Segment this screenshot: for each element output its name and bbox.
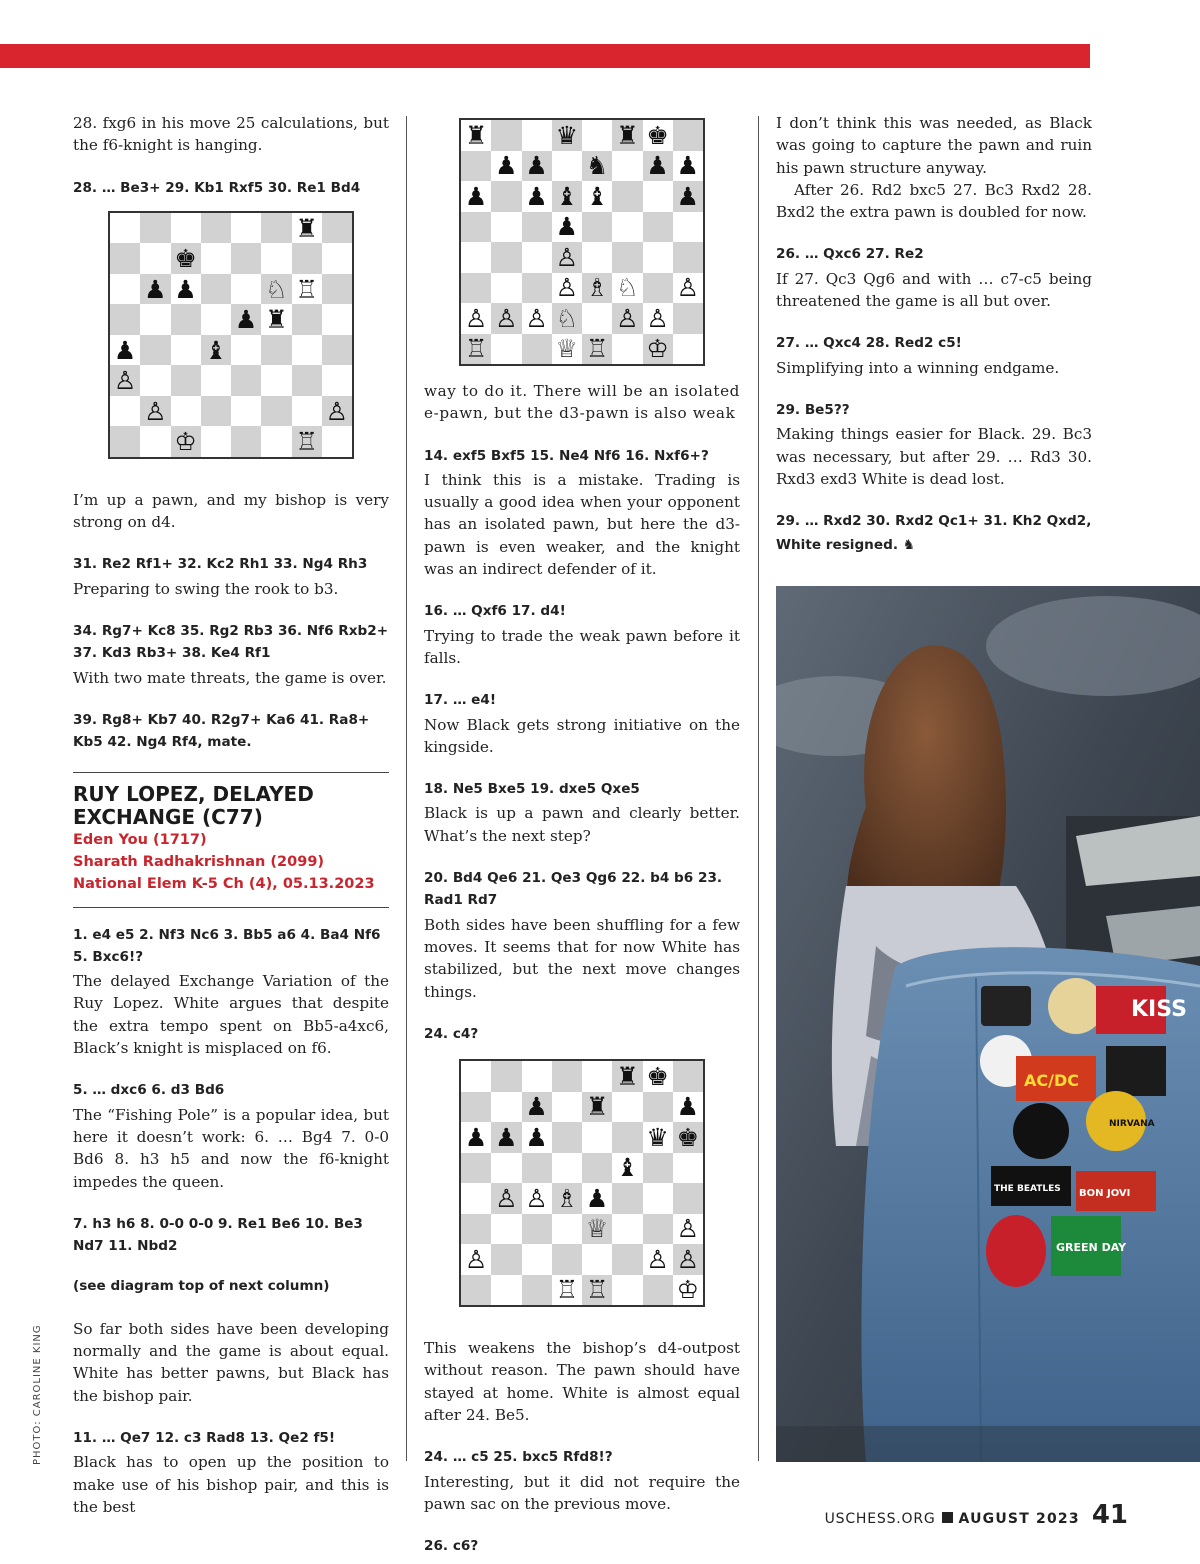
board-square [140,243,170,274]
column-2 [424,112,740,1560]
white-pawn-icon: ♙ [673,1214,703,1245]
board-square [612,1244,642,1275]
page-number: 41 [1091,1500,1128,1530]
board-square [552,1122,582,1153]
board-square [461,1275,491,1306]
annotation-text: 28. fxg6 in his move 25 calculations, but the f6-knight is hanging. [73,114,389,155]
board-square [261,426,291,457]
board-square [292,335,322,366]
black-king-icon: ♚ [171,243,201,274]
white-pawn-icon: ♙ [643,303,673,334]
board-square [110,274,140,305]
white-rook-icon: ♖ [292,274,322,305]
annotation-text: So far both sides have been developing normally and the game is about equal. White has better pawns, but Black has the bishop pair. [73,1319,389,1405]
move-text: 16. … Qxf6 17. d4! [424,603,566,620]
board-square [491,1244,521,1275]
board-square [582,1153,612,1184]
annotation-text: After 26. Rd2 bxc5 27. Bc3 Rxd2 28. Bxd2 the extra pawn is doubled for now. [776,180,1092,222]
board-square [673,1183,703,1214]
move-text: 7. h3 h6 8. 0-0 0-0 9. Re1 Be6 10. Be3 Nd7 11. Nbd2 [73,1215,363,1255]
board-square [643,242,673,273]
black-pawn-icon: ♟ [140,274,170,305]
white-pawn-icon: ♙ [491,303,521,334]
board-square [231,426,261,457]
board-square [110,396,140,427]
board-square [140,213,170,244]
game-title: RUY LOPEZ, DELAYED EXCHANGE (C77) [73,781,314,829]
white-pawn-icon: ♙ [552,273,582,304]
white-knight-icon: ♘ [261,274,291,305]
annotation-text: Now Black gets strong initiative on the kingside. [424,715,740,756]
black-queen-icon: ♛ [643,1122,673,1153]
board-square [673,242,703,273]
annotation-text: Black is up a pawn and clearly better. What’s the next step? [424,804,740,845]
white-king-icon: ♔ [171,426,201,457]
move-text: 24. … c5 25. bxc5 Rfd8!? [424,1449,613,1466]
black-pawn-icon: ♟ [582,1183,612,1214]
photo-credit: PHOTO: CAROLINE KING [32,1324,43,1465]
move-text: 29. Be5?? [776,401,850,418]
black-pawn-icon: ♟ [552,212,582,243]
column-3 [776,112,1092,559]
white-knight-icon: ♘ [552,303,582,334]
black-rook-icon: ♜ [261,304,291,335]
board-square [201,243,231,274]
board-square [582,120,612,151]
board-square [461,273,491,304]
board-square [110,213,140,244]
move-text: 31. Re2 Rf1+ 32. Kc2 Rh1 33. Ng4 Rh3 [73,556,368,573]
board-square [171,213,201,244]
board-square [491,1153,521,1184]
annotation-text: The “Fishing Pole” is a popular idea, but here it doesn’t work: 6. … Bg4 7. 0-0 Bd6 8. h3 h5 and now the f6-knight impedes the queen. [73,1105,389,1191]
board-square [612,1092,642,1123]
board-square [261,396,291,427]
black-pawn-icon: ♟ [522,181,552,212]
board-square [643,1275,673,1306]
black-queen-icon: ♛ [552,120,582,151]
resign-text: White resigned. [776,537,898,554]
board-square [673,1153,703,1184]
board-square [292,243,322,274]
board-square [231,243,261,274]
black-bishop-icon: ♝ [201,335,231,366]
black-pawn-icon: ♟ [231,304,261,335]
board-square [461,1214,491,1245]
board-square [491,1214,521,1245]
board-square [552,1061,582,1092]
board-square [292,365,322,396]
annotation-text: I’m up a pawn, and my bishop is very strong on d4. [73,490,389,532]
white-rook-icon: ♖ [292,426,322,457]
white-bishop-icon: ♗ [552,1183,582,1214]
board-square [261,335,291,366]
board-square [612,1275,642,1306]
board-square [673,120,703,151]
board-square [110,243,140,274]
board-square [582,1122,612,1153]
board-square [461,212,491,243]
white-rook-icon: ♖ [582,1275,612,1306]
patch-beatles: THE BEATLES [994,1184,1061,1194]
white-pawn-icon: ♙ [552,242,582,273]
board-square [461,151,491,182]
board-square [643,181,673,212]
white-player: Eden You (1717) [73,831,207,848]
black-pawn-icon: ♟ [673,181,703,212]
board-square [582,303,612,334]
board-square [491,273,521,304]
board-square [522,120,552,151]
white-knight-icon: ♘ [612,273,642,304]
black-pawn-icon: ♟ [673,1092,703,1123]
board-square [171,304,201,335]
black-bishop-icon: ♝ [612,1153,642,1184]
diagram-reference: (see diagram top of next column) [73,1278,330,1295]
white-rook-icon: ♖ [552,1275,582,1306]
section-divider [73,907,389,908]
board-square [201,426,231,457]
board-square [171,365,201,396]
board-square [612,1214,642,1245]
knight-emblem-icon: ♞ [902,537,915,554]
board-square [322,274,352,305]
column-1 [73,112,389,1538]
black-pawn-icon: ♟ [461,181,491,212]
board-square [201,304,231,335]
black-pawn-icon: ♟ [491,1122,521,1153]
black-rook-icon: ♜ [612,1061,642,1092]
annotation-text: With two mate threats, the game is over. [73,668,387,687]
annotation-text: The delayed Exchange Variation of the Ruy Lopez. White argues that despite the extra tempo spent on Bb5-a4xc6, Black’s knight is misplaced on f6. [73,972,389,1058]
white-pawn-icon: ♙ [643,1244,673,1275]
board-square [231,213,261,244]
board-square [491,242,521,273]
black-player: Sharath Radhakrishnan (2099) [73,853,325,870]
move-text: 20. Bd4 Qe6 21. Qe3 Qg6 22. b4 b6 23. Rad1 Rd7 [424,870,723,909]
white-pawn-icon: ♙ [461,1244,491,1275]
board-square [292,396,322,427]
board-square [171,396,201,427]
black-king-icon: ♚ [643,120,673,151]
board-square [582,1061,612,1092]
black-rook-icon: ♜ [612,120,642,151]
annotation-text: Making things easier for Black. 29. Bc3 was necessary, but after 29. … Rd3 30. Rxd3 exd3 White is dead lost. [776,425,1092,488]
annotation-text: Simplifying into a winning endgame. [776,358,1060,377]
board-square [140,426,170,457]
annotation-text: Interesting, but it did not require the pawn sac on the previous move. [424,1472,740,1513]
black-rook-icon: ♜ [461,120,491,151]
page-footer [825,1500,1128,1530]
board-square [261,243,291,274]
column-rule-2 [758,116,759,1461]
board-square [110,426,140,457]
white-pawn-icon: ♙ [673,1244,703,1275]
board-square [201,274,231,305]
board-square [643,1153,673,1184]
move-text: 28. … Be3+ 29. Kb1 Rxf5 30. Re1 Bd4 [73,179,361,196]
white-rook-icon: ♖ [582,334,612,365]
move-text: 29. … Rxd2 30. Rxd2 Qc1+ 31. Kh2 Qxd2, [776,513,1092,530]
black-bishop-icon: ♝ [582,181,612,212]
board-square [552,1092,582,1123]
top-red-bar [0,44,1090,68]
board-square [461,1092,491,1123]
black-pawn-icon: ♟ [491,151,521,182]
board-square [322,213,352,244]
annotation-text: Black has to open up the position to make use of his bishop pair, and this is the best [73,1453,389,1516]
white-bishop-icon: ♗ [582,273,612,304]
board-square [552,1244,582,1275]
board-square [201,396,231,427]
board-square [292,304,322,335]
move-text: 26. c6? [424,1538,479,1555]
annotation-text: way to do it. There will be an isolated e-pawn, but the d3-pawn is also weak [424,382,740,423]
black-bishop-icon: ♝ [552,181,582,212]
black-pawn-icon: ♟ [522,1092,552,1123]
annotation-text: Preparing to swing the rook to b3. [73,579,339,598]
white-pawn-icon: ♙ [140,396,170,427]
board-square [643,1092,673,1123]
board-square [461,242,491,273]
black-knight-icon: ♞ [582,151,612,182]
white-pawn-icon: ♙ [522,303,552,334]
chess-diagram-1 [108,211,354,459]
move-text: 26. … Qxc6 27. Re2 [776,246,924,263]
column-rule-1 [406,116,407,1461]
board-square [171,335,201,366]
white-pawn-icon: ♙ [461,303,491,334]
annotation-text: This weakens the bishop’s d4-outpost without reason. The pawn should have stayed at home. White is almost equal after 24. Be5. [424,1339,740,1425]
white-pawn-icon: ♙ [110,365,140,396]
board-square [231,396,261,427]
board-square [522,1244,552,1275]
board-square [643,1214,673,1245]
patch-kiss: KISS [1131,997,1187,1022]
board-square [231,335,261,366]
patch-acdc: AC/DC [1024,1071,1079,1090]
black-pawn-icon: ♟ [171,274,201,305]
footer-site: USCHESS.ORG [824,1511,936,1527]
move-text: 1. e4 e5 2. Nf3 Nc6 3. Bb5 a6 4. Ba4 Nf6 5. Bxc6!? [73,926,381,965]
board-square [491,1092,521,1123]
board-square [140,365,170,396]
photo-illustration [776,586,1200,1462]
move-text: 5. … dxc6 6. d3 Bd6 [73,1082,225,1099]
white-pawn-icon: ♙ [322,396,352,427]
annotation-text: I think this is a mistake. Trading is usually a good idea when your opponent has an isolated pawn, but here the d3-pawn is even weaker, and the knight was an indirect defender of it. [424,470,740,579]
patch-bonjovi: BON JOVI [1079,1188,1131,1199]
black-pawn-icon: ♟ [522,1122,552,1153]
board-square [491,334,521,365]
board-square [552,151,582,182]
board-square [673,334,703,365]
board-square [491,1275,521,1306]
board-square [522,273,552,304]
annotation-text: Trying to trade the weak pawn before it falls. [424,626,740,667]
move-text: 18. Ne5 Bxe5 19. dxe5 Qxe5 [424,781,640,798]
chess-diagram-2 [459,118,705,366]
annotation-text: If 27. Qc3 Qg6 and with … c7-c5 being threatened the game is all but over. [776,269,1092,311]
board-square [261,365,291,396]
board-square [491,181,521,212]
move-text: 24. c4? [424,1025,479,1042]
board-square [552,1214,582,1245]
board-square [110,304,140,335]
white-rook-icon: ♖ [461,334,491,365]
board-square [522,1153,552,1184]
board-square [522,334,552,365]
board-square [461,1061,491,1092]
move-text: 34. Rg7+ Kc8 35. Rg2 Rb3 36. Nf6 Rxb2+ 37. Kd3 Rb3+ 38. Ke4 Rf1 [73,623,389,662]
board-square [461,1153,491,1184]
board-square [552,1153,582,1184]
board-square [491,212,521,243]
patch-nirvana: NIRVANA [1109,1119,1155,1129]
black-pawn-icon: ♟ [110,335,140,366]
white-pawn-icon: ♙ [612,303,642,334]
black-pawn-icon: ♟ [522,151,552,182]
board-square [673,212,703,243]
board-square [643,212,673,243]
board-square [491,120,521,151]
move-text: 17. … e4! [424,692,497,709]
white-queen-icon: ♕ [582,1214,612,1245]
board-square [612,334,642,365]
chess-diagram-3 [459,1059,705,1307]
board-square [643,273,673,304]
board-square [582,212,612,243]
board-square [322,304,352,335]
board-square [322,365,352,396]
board-square [322,335,352,366]
board-square [612,1122,642,1153]
section-divider [73,772,389,773]
footer-square-icon [942,1512,953,1523]
board-square [612,212,642,243]
board-square [673,1061,703,1092]
board-square [201,213,231,244]
board-square [522,1275,552,1306]
board-square [322,243,352,274]
move-text [776,534,1092,556]
board-square [231,274,261,305]
black-king-icon: ♚ [643,1061,673,1092]
board-square [140,304,170,335]
board-square [612,1183,642,1214]
board-square [261,213,291,244]
board-square [522,1214,552,1245]
board-square [491,1061,521,1092]
move-text: 39. Rg8+ Kb7 40. R2g7+ Ka6 41. Ra8+ Kb5 42. Ng4 Rf4, mate. [73,711,370,751]
board-square [231,365,261,396]
board-square [612,242,642,273]
board-square [140,335,170,366]
black-pawn-icon: ♟ [461,1122,491,1153]
board-square [673,303,703,334]
black-rook-icon: ♜ [292,213,322,244]
board-square [612,151,642,182]
move-text: 11. … Qe7 12. c3 Rad8 13. Qe2 f5! [73,1429,336,1446]
board-square [322,426,352,457]
move-text: 27. … Qxc4 28. Red2 c5! [776,335,962,352]
board-square [612,181,642,212]
photo-chess-player-denim-jacket [776,586,1200,1462]
board-square [201,365,231,396]
white-pawn-icon: ♙ [522,1183,552,1214]
event-info: National Elem K-5 Ch (4), 05.13.2023 [73,875,375,892]
annotation-text: Both sides have been shuffling for a few moves. It seems that for now White has stabilized, but the next move changes things. [424,915,740,1001]
move-text: 14. exf5 Bxf5 15. Ne4 Nf6 16. Nxf6+? [424,447,709,464]
annotation-text: I don’t think this was needed, as Black was going to capture the pawn and ruin his pawn structure anyway. [776,114,1092,177]
board-square [522,242,552,273]
white-king-icon: ♔ [673,1275,703,1306]
footer-month: AUGUST 2023 [958,1511,1080,1527]
white-pawn-icon: ♙ [491,1183,521,1214]
white-queen-icon: ♕ [552,334,582,365]
black-pawn-icon: ♟ [673,151,703,182]
board-square [522,212,552,243]
black-king-icon: ♚ [673,1122,703,1153]
board-square [643,1183,673,1214]
black-pawn-icon: ♟ [643,151,673,182]
patch-greenday: GREEN DAY [1056,1241,1127,1254]
white-pawn-icon: ♙ [673,273,703,304]
board-square [582,1244,612,1275]
board-square [461,1183,491,1214]
black-rook-icon: ♜ [582,1092,612,1123]
board-square [582,242,612,273]
white-king-icon: ♔ [643,334,673,365]
board-square [522,1061,552,1092]
